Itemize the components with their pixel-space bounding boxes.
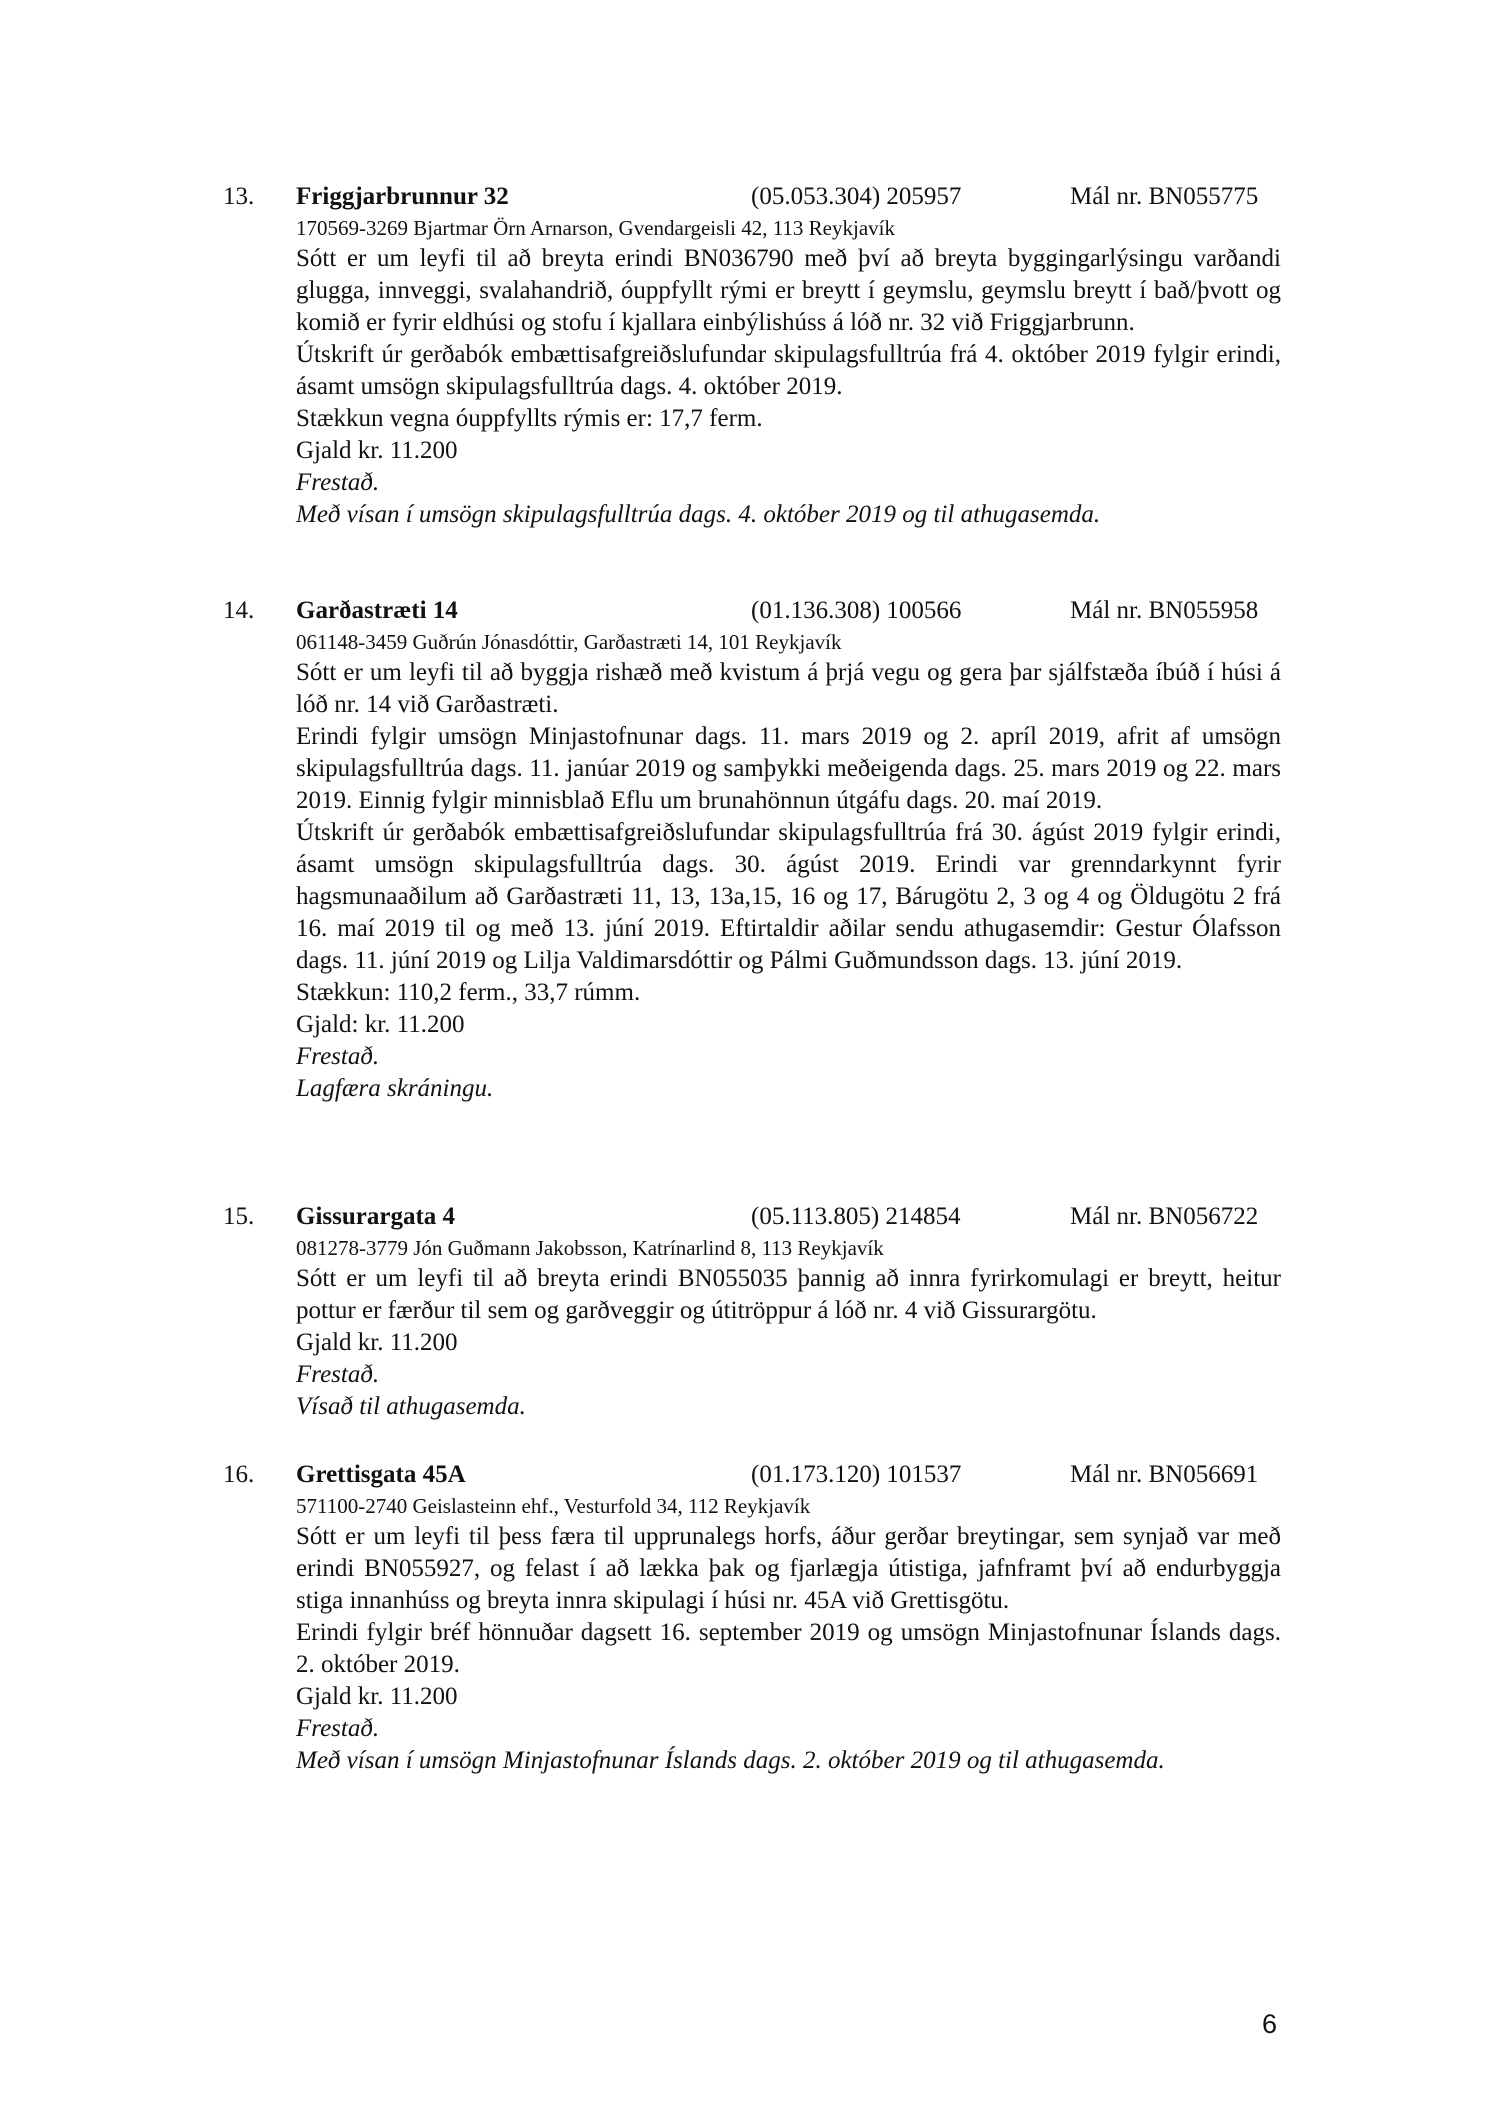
case-number: Mál nr. BN056722	[1070, 1203, 1259, 1230]
case-entry-16	[0, 1458, 1500, 1777]
decision-line: Frestað.	[296, 1043, 380, 1070]
fee-line: Gjald kr. 11.200	[296, 1683, 458, 1710]
applicant-line: 081278-3779 Jón Guðmann Jakobsson, Katrínarlind 8, 113 Reykjavík	[296, 1236, 884, 1260]
property-code: (01.136.308) 100566	[751, 597, 962, 624]
description-paragraph: Sótt er um leyfi til þess færa til upprunalegs horfs, áður gerðar breytingar, sem synjað var með erindi BN055927, og felast í að lækka þak og fjarlægja útistiga, jafnframt því að endurbyggja stiga innanhúss og breyta innra skipulagi í húsi nr. 45A við Grettisgötu.	[296, 1523, 1281, 1614]
property-code: (05.053.304) 205957	[751, 183, 962, 210]
item-number: 13.	[223, 183, 255, 210]
description-paragraph: Sótt er um leyfi til að breyta erindi BN055035 þannig að innra fyrirkomulagi er breytt, heitur pottur er færður til sem og garðveggir og útitröppur á lóð nr. 4 við Gissurargötu.	[296, 1265, 1281, 1324]
case-number: Mál nr. BN056691	[1070, 1461, 1259, 1488]
applicant-line: 170569-3269 Bjartmar Örn Arnarson, Gvendargeisli 42, 113 Reykjavík	[296, 216, 895, 240]
case-number: Mál nr. BN055775	[1070, 183, 1259, 210]
property-title: Garðastræti 14	[296, 597, 458, 624]
fee-line: Gjald kr. 11.200	[296, 1329, 458, 1356]
description-paragraph: Sótt er um leyfi til að breyta erindi BN036790 með því að breyta byggingarlýsingu varðandi glugga, innveggi, svalahandrið, óuppfyllt rými er breytt í geymslu, geymslu breytt í bað/þvott og komið er fyrir eldhúsi og stofu í kjallara einbýlishúss á lóð nr. 32 við Friggjarbrunn.	[296, 245, 1281, 336]
attachment-paragraph: Útskrift úr gerðabók embættisafgreiðslufundar skipulagsfulltrúa frá 4. október 2019 fylgir erindi, ásamt umsögn skipulagsfulltrúa dags. 4. október 2019.	[296, 341, 1281, 400]
case-heading	[0, 1200, 1500, 1233]
property-title: Gissurargata 4	[296, 1203, 456, 1230]
decision-note: Vísað til athugasemda.	[296, 1393, 526, 1420]
property-title: Friggjarbrunnur 32	[296, 183, 509, 210]
item-number: 15.	[223, 1203, 255, 1230]
decision-note: Með vísan í umsögn Minjastofnunar Íslands dags. 2. október 2019 og til athugasemda.	[296, 1747, 1165, 1774]
case-entry-15	[0, 1200, 1500, 1423]
decision-note: Með vísan í umsögn skipulagsfulltrúa dags. 4. október 2019 og til athugasemda.	[296, 501, 1101, 528]
property-code: (01.173.120) 101537	[751, 1461, 962, 1488]
fee-line: Gjald kr. 11.200	[296, 437, 458, 464]
item-number: 16.	[223, 1461, 255, 1488]
case-heading	[0, 594, 1500, 627]
decision-note: Lagfæra skráningu.	[296, 1075, 494, 1102]
case-heading	[0, 1458, 1500, 1491]
case-number: Mál nr. BN055958	[1070, 597, 1259, 624]
property-code: (05.113.805) 214854	[751, 1203, 961, 1230]
applicant-line: 061148-3459 Guðrún Jónasdóttir, Garðastræti 14, 101 Reykjavík	[296, 630, 842, 654]
description-paragraph: Sótt er um leyfi til að byggja rishæð með kvistum á þrjá vegu og gera þar sjálfstæða íbúð í húsi á lóð nr. 14 við Garðastræti.	[296, 659, 1281, 718]
page-number: 6	[1262, 2009, 1278, 2039]
decision-line: Frestað.	[296, 469, 380, 496]
attachment-paragraph: Erindi fylgir bréf hönnuðar dagsett 16. september 2019 og umsögn Minjastofnunar Íslands dags. 2. október 2019.	[296, 1619, 1281, 1678]
enlargement-line: Stækkun vegna óuppfyllts rýmis er: 17,7 ferm.	[296, 405, 763, 432]
enlargement-line: Stækkun: 110,2 ferm., 33,7 rúmm.	[296, 979, 641, 1006]
item-number: 14.	[223, 597, 255, 624]
decision-line: Frestað.	[296, 1715, 380, 1742]
case-entry-13	[0, 180, 1500, 531]
decision-line: Frestað.	[296, 1361, 380, 1388]
case-heading	[0, 180, 1500, 213]
applicant-line: 571100-2740 Geislasteinn ehf., Vesturfold 34, 112 Reykjavík	[296, 1494, 811, 1518]
case-entry-14	[0, 594, 1500, 1105]
fee-line: Gjald: kr. 11.200	[296, 1011, 465, 1038]
attachment-paragraph: Erindi fylgir umsögn Minjastofnunar dags. 11. mars 2019 og 2. apríl 2019, afrit af umsögn skipulagsfulltrúa dags. 11. janúar 2019 og samþykki meðeigenda dags. 25. mars 2019 og 22. mars 2019. Einnig fylgir minnisblað Eflu um brunahönnun útgáfu dags. 20. maí 2019.	[296, 723, 1281, 814]
review-paragraph: Útskrift úr gerðabók embættisafgreiðslufundar skipulagsfulltrúa frá 30. ágúst 2019 fylgir erindi, ásamt umsögn skipulagsfulltrúa dags. 30. ágúst 2019. Erindi var grenndarkynnt fyrir hagsmunaaðilum að Garðastræti 11, 13, 13a,15, 16 og 17, Bárugötu 2, 3 og 4 og Öldugötu 2 frá 16. maí 2019 til og með 13. júní 2019. Eftirtaldir aðilar sendu athugasemdir: Gestur Ólafsson dags. 11. júní 2019 og Lilja Valdimarsdóttir og Pálmi Guðmundsson dags. 13. júní 2019.	[296, 819, 1281, 974]
property-title: Grettisgata 45A	[296, 1461, 466, 1488]
